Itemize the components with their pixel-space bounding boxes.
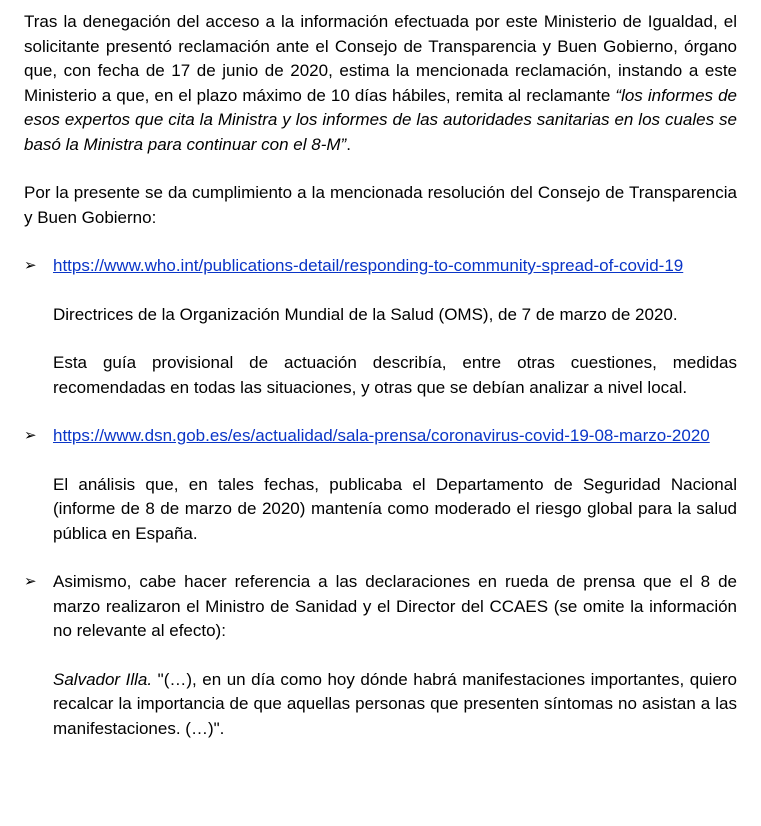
who-description: Directrices de la Organización Mundial de la Salud (OMS), de 7 de marzo de 2020. <box>53 304 678 324</box>
who-link-paragraph <box>53 254 737 279</box>
list-item-dsn <box>24 424 737 546</box>
speaker-name: Salvador Illa. <box>53 669 153 689</box>
dsn-link-paragraph <box>53 424 737 449</box>
intro-paragraph <box>24 10 737 157</box>
lead-paragraph: Por la presente se da cumplimiento a la mencionada resolución del Consejo de Transparencia y Buen Gobierno: <box>24 183 737 227</box>
dsn-description: El análisis que, en tales fechas, publicaba el Departamento de Seguridad Nacional (informe de 8 de marzo de 2020) mantenía como moderado el riesgo global para la salud pública en España. <box>53 474 737 543</box>
arrow-bullet-icon: ➢ <box>24 427 37 444</box>
list-item-press <box>24 570 737 741</box>
intro-quote: “los informes de esos expertos que cita la Ministra y los informes de las autoridades sanitarias en los cuales se basó la Ministra para continuar con el 8-M” <box>24 85 737 154</box>
who-guide-text: Esta guía provisional de actuación describía, entre otras cuestiones, medidas recomendadas en todas las situaciones, y otras que se debían analizar a nivel local. <box>53 353 737 397</box>
dsn-link[interactable]: https://www.dsn.gob.es/es/actualidad/sala-prensa/coronavirus-covid-19-08-marzo-2020 <box>53 426 710 445</box>
press-quote <box>53 668 737 742</box>
list-item-who <box>24 254 737 400</box>
who-link[interactable]: https://www.who.int/publications-detail/responding-to-community-spread-of-covid-19 <box>53 256 684 275</box>
arrow-bullet-icon: ➢ <box>24 257 37 274</box>
press-intro: Asimismo, cabe hacer referencia a las declaraciones en rueda de prensa que el 8 de marzo realizaron el Ministro de Sanidad y el Director del CCAES (se omite la información no relevante al efecto): <box>53 572 737 640</box>
intro-text: Tras la denegación del acceso a la información efectuada por este Ministerio de Igualdad, el solicitante presentó reclamación ante el Consejo de Transparencia y Buen Gobierno, órgano que, con fecha de 17 de junio de 2020, estima la mencionada reclamación, instando a este Ministerio a que, en el plazo máximo de 10 días hábiles, remita al reclamante <box>24 12 737 105</box>
speaker-statement: "(…), en un día como hoy dónde habrá manifestaciones importantes, quiero recalcar la importancia de que aquellas personas que presenten síntomas no asistan a las manifestaciones. (…)". <box>53 669 738 738</box>
arrow-bullet-icon: ➢ <box>24 573 37 590</box>
intro-end: . <box>346 134 351 154</box>
